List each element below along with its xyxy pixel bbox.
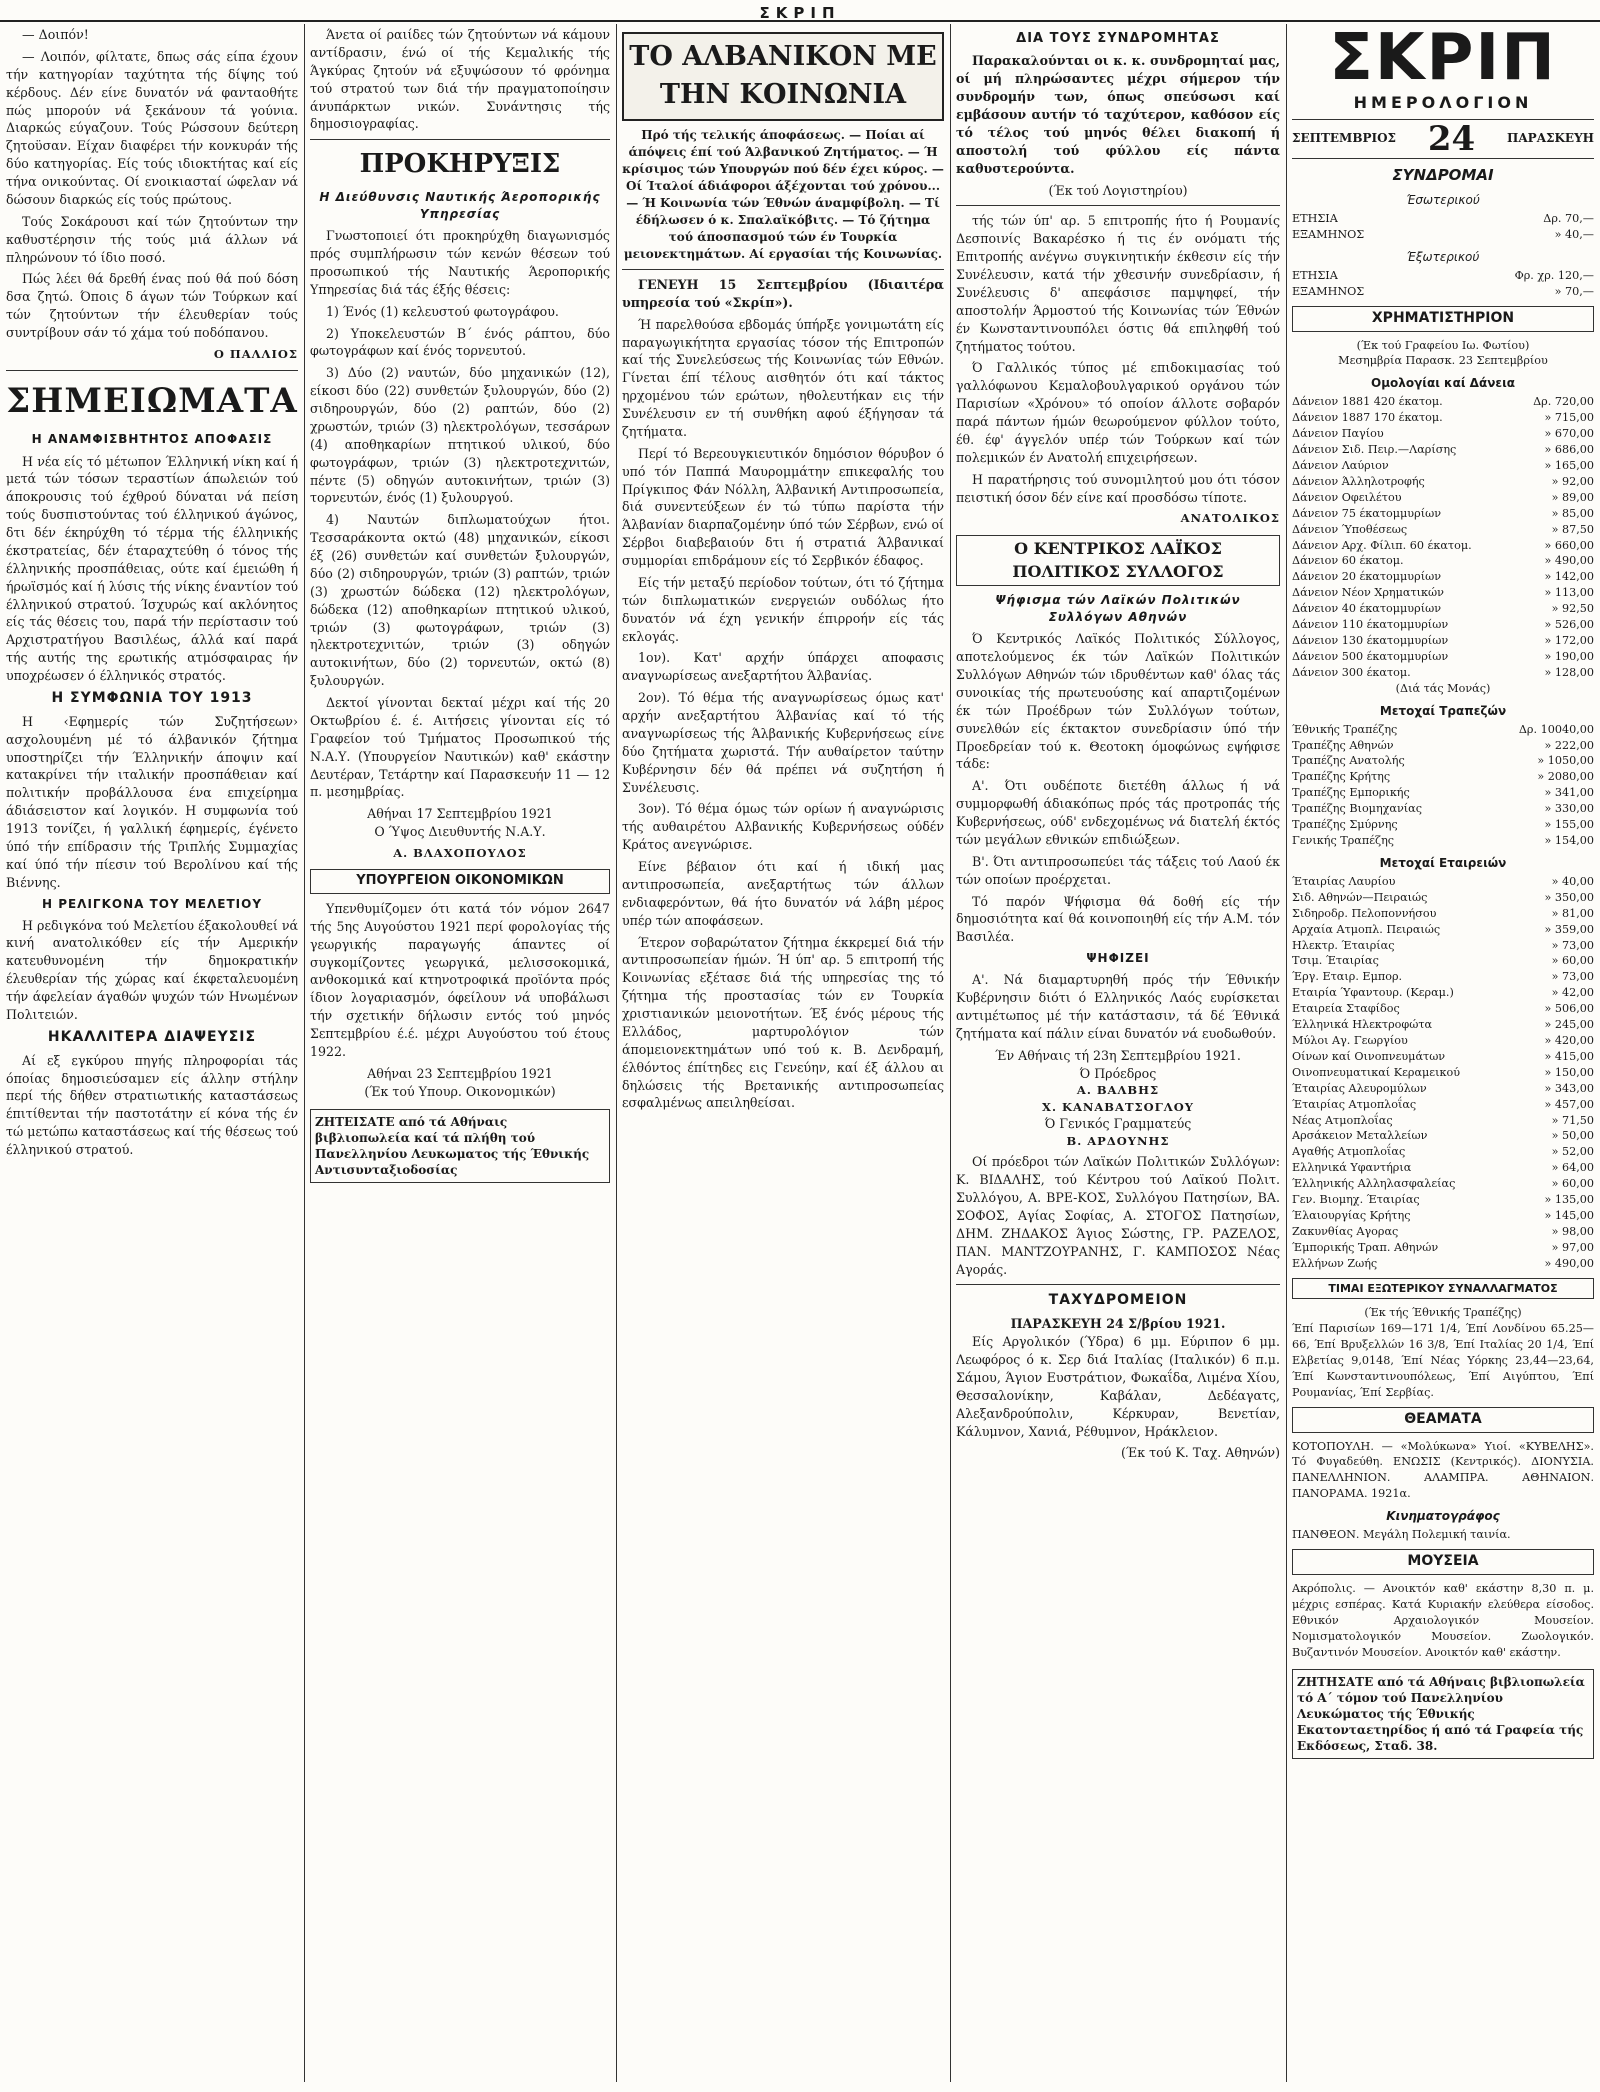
quote-label: Δάνειον Αρχ. Φίλιπ. 60 έκατομ.: [1292, 538, 1472, 552]
date-place: Αθήναι 17 Σεπτεμβρίου 1921: [367, 806, 553, 822]
vote-title: ΨΗΦΙΖΕΙ: [1086, 951, 1150, 966]
quote-value: » 42,00: [1551, 986, 1594, 1000]
quote-value: » 359,00: [1544, 922, 1594, 936]
article-text: 3ον). Τό θέμα όμως τών ορίων ή αναγνώρισις τής αυθαιρέτου Αλβανικής Κυβερνήσεως ούδέν Κράτος ανεγνώρισε.: [622, 801, 944, 853]
article-text: Ό Κεντρικός Λαϊκός Πολιτικός Σύλλογος, αποτελούμενος έκ τών Λαϊκών Πολιτικών Συλλόγων Αθηνών τών ιδρυθέντων καθ' όλας τάς συνοικίας τής πρωτευούσης καί απαρτιζομένων έκ τών Προέδρων τών Συλλόγων τούτων, συνελθών είς έκτακτον συνεδρίασιν ύπό τήν Προεδρείαν τού κ. Θεοτοκη όμοφώνως εψήφισε τάδε:: [956, 631, 1280, 772]
calendar-title: ΗΜΕΡΟΛΟΓΙΟΝ: [1353, 93, 1533, 112]
quote-value: » 341,00: [1544, 786, 1594, 800]
quote-row: [1292, 1113, 1594, 1129]
quote-value: » 420,00: [1544, 1034, 1594, 1048]
quote-value: » 222,00: [1544, 738, 1594, 752]
quote-value: » 1050,00: [1537, 754, 1594, 768]
quote-row: [1292, 817, 1594, 833]
quote-value: » 97,00: [1551, 1240, 1594, 1254]
headline-deck: Πρό τής τελικής άποφάσεως. — Ποίαι αί άπόψεις έπί τού Άλβανικού Ζητήματος. — Ή κρίσιμος τών Υπουργών πού δέν έχει κύρος. — Οί Ίταλοί άδιάφοροι άξέχονται τού χρόνου... — Ή Κοινωνία τών Έθνών άναμφίβολη. — Τί έδήλωσεν ό κ. Σπαλαϊκόβιτς. — Τό ζήτημα τού άποσπασμού τών έν Τουρκία μειονεκτημάτων. Αί εργασίαι τής Κοινωνίας.: [622, 127, 944, 261]
club-subtitle: Ψήφισμα τών Λαϊκών Πολιτικών Συλλόγων Αθηνών: [995, 593, 1241, 625]
quote-value: » 350,00: [1544, 890, 1594, 904]
quote-row: [1292, 985, 1594, 1001]
quote-label: Σιδηροδρ. Πελοποννήσου: [1292, 906, 1437, 920]
quote-label: Τραπέζης Ανατολής: [1292, 754, 1405, 768]
quote-label: Αγαθής Ατμοπλοΐας: [1292, 1145, 1406, 1159]
quote-value: » 686,00: [1544, 443, 1594, 457]
column-2: [310, 26, 610, 2082]
quote-row: [1292, 1065, 1594, 1081]
announcement-org: Η Διεύθυνσις Ναυτικής Άεροπορικής Υπηρεσίας: [319, 190, 601, 222]
column-rule: [950, 24, 951, 2082]
subscriptions-foreign: Έξωτερικού: [1406, 249, 1480, 264]
advertisement-box: ΖΗΤΗΣΑΤΕ από τά Αθήναις βιβλιοπωλεία τό Α΄ τόμον τού Πανελληνίου Λευκώματος τής Έθνικής Εκατονταετηρίδος ή από τά Γραφεία τής Εκδόσεως, Σταδ. 38.: [1292, 1669, 1594, 1760]
quote-row: [1292, 458, 1594, 474]
companies-list: [1292, 874, 1594, 1272]
article-text: Η νέα είς τό μέτωπον Έλληνική νίκη καί ή μετά τών τόσων τεραστίων άπωλειών τού άποκρουσις τού έχθρού δύναται νά πείση τούς δυσπιστούντας τού έλληνικού άγώνος, δτι δέν έκηρύχθη τό τέρμα τής έλληνικής έκστρατείας, δέν έταραχτεύθη ό τόνος τής έλληνικής προσπάθειας, ούτε καί έμειώθη ή ήρωϊσμός καί ή λύσις τής νίκης έναντίον τού έλληνικού στρατού. Ίσχυρώς καί ακλόνητος είς τάς θέσεις του, παρά τήν περίστασιν τού Αρχιστρατήγου Βασιλέως, άλλά καί παρά τής αυτής της ερωτικής ατμόσφαιρας ήν υποχρέωσεν ό έλληνικός στρατός.: [6, 453, 298, 683]
quote-value: » 87,50: [1551, 522, 1594, 536]
quote-row: [1292, 410, 1594, 426]
quote-value: » 113,00: [1544, 586, 1594, 600]
quote-label: Οινοπνευματικαί Κεραμεικού: [1292, 1065, 1461, 1079]
subscription-row: ΕΞΑΜΗΝΟΣ » 70,—: [1292, 284, 1594, 298]
running-masthead: ΣΚΡΙΠ: [0, 4, 1600, 22]
quote-label: Αρχαία Ατμοπλ. Πειραιώς: [1292, 922, 1441, 936]
quote-row: [1292, 753, 1594, 769]
quote-label: Έργ. Εταιρ. Εμπορ.: [1292, 970, 1403, 984]
quote-label: Οίνων καί Οινοπνευμάτων: [1292, 1049, 1446, 1063]
quote-value: » 715,00: [1544, 411, 1594, 425]
cinema-title: Κινηματογράφος: [1386, 1509, 1500, 1524]
article-text: Α'. Νά διαμαρτυρηθή πρός τήν Έθνικήν Κυβέρνησιν διότι ό Ελληνικός Λαός ευρίσκεται αντιμέτωπος μέ τήν κατάστασιν, τά δέ Έθνικά ζητήματα καί πάλιν είναι δυνατόν νά ευοδωθούν.: [956, 972, 1280, 1041]
quote-label: Τσιμ. Έταιρίας: [1292, 954, 1379, 968]
article-text: Περί τό Βερεουγκιευτικόν δημόσιον θόρυβον ό υπό τόν Παππά Μαυρομμάτην επικεφαλής του Πρίγκιπος Φάν Νόλλη, Άλβανική Αντιπροσωπεία, διά συνεντεύξεων έν τώ τύπω παρίστα τήν Άλβανίαν διαρπαζομένην ύπό τών Σέρβων, ενώ οί Σέρβοι διαβεβαιούν δτι ή στρατιά Άλβανικαί συμμορίαι επιδράμουν είς τό Σερβικόν έδαφος.: [622, 445, 944, 569]
quote-label: Δάνειον 1887 170 έκατομ.: [1292, 411, 1443, 425]
subscription-row: ΕΤΗΣΙΑ Φρ. χρ. 120,—: [1292, 268, 1594, 282]
column-rule: [1286, 24, 1287, 2082]
article-text: Οί πρόεδροι τών Λαϊκών Πολιτικών Συλλόγων: Κ. ΒΙΔΑΛΗΣ, τού Κέντρου τού Λαϊκού Πολιτ. Συλλόγου, Α. ΒΡΕ-ΚΟΣ, Συλλόγου Πατησίων, ΒΑ. ΣΟΦΟΣ, Αγίας Σοφίας, Α. ΣΤΟΓΟΣ Πατησίων, ΔΗΜ. ΖΗΔΑΚΟΣ Άγιος Σώστης, ΓΡ. ΡΑΖΕΛΟΣ, ΠΑΝ. ΜΑΝΤΖΟΥΡΑΝΗΣ, Γ. ΚΑΜΠΟΣΟΣ Νέας Αγοράς.: [956, 1154, 1280, 1277]
quote-label: Έλαιουργίας Κρήτης: [1292, 1208, 1411, 1222]
quote-label: Τραπέζης Βιομηχανίας: [1292, 802, 1422, 816]
dialog-line: Τούς Σοκάρουσι καί τών ζητούντων την καθυστέρησιν τής τούς μιά άλλων νά πληρώνουν τό ίδιο ποσό.: [6, 213, 298, 265]
article-text: Α'. Ότι ουδέποτε διετέθη άλλως ή νά συμμορφωθή άδιακόπως πρός τάς προτροπάς τής Κυβερνήσεως, ούδ' ενδεχομένως νά διατελή έκτός τών μεγάλων εθνικών επιδιώξεων.: [956, 778, 1280, 847]
signatory-title: Ο Ύψος Διευθυντής Ν.Α.Υ.: [374, 824, 546, 840]
quote-value: » 92,50: [1551, 602, 1594, 616]
article-text: 1ον). Κατ' αρχήν ύπάρχει αποφασις αναγνωρίσεως ανεξαρτήτου Άλβανίας.: [622, 650, 944, 684]
quote-label: Δάνειον Άλληλοτροφής: [1292, 474, 1425, 488]
column-5: [1292, 26, 1594, 2082]
quote-label: Εταιρεία Σταφίδος: [1292, 1002, 1400, 1016]
quote-row: [1292, 1192, 1594, 1208]
quote-row: [1292, 969, 1594, 985]
article-text: Είς τήν μεταξύ περίοδον τούτων, ότι τό ζήτημα τών διπλωματικών ενεργειών ουδόλως ήτο δυνατόν νά έχη γενικήν έπιρροήν είς τάς εκλογάς.: [622, 574, 944, 644]
fx-note: (Έκ τής Έθνικής Τραπέζης): [1364, 1306, 1522, 1320]
quote-row: [1292, 906, 1594, 922]
general-secretary-title: Ό Γενικός Γραμματεύς: [1044, 1116, 1192, 1132]
article-text: Ή παρελθούσα εβδομάς ύπήρξε γονιμωτάτη είς παραγωγικήτητα εργασίας τόσον τής Επιτροπών καί τής Συνελεύσεως τής Κοινωνίας τών Εθνών. Γίνεται έπί τέλους αισθητόν ότι καί τάκτος ηρχομένου τών ερώτων, ηθολευτήκαν εις τήν Συνέλευσιν εν τή συνθήκη αφού έξήγησαν τά ζητήματα.: [622, 316, 944, 439]
quote-label: Έλληνικά Ηλεκτροφώτα: [1292, 1018, 1433, 1032]
quote-label: Γενικής Τραπέζης: [1292, 834, 1395, 848]
calendar-month: ΣΕΠΤΕΜΒΡΙΟΣ: [1292, 131, 1397, 146]
quote-label: Έταιρίας Λαυρίου: [1292, 874, 1396, 888]
quote-label: Δάνειον 500 έκατομμυρίων: [1292, 649, 1449, 663]
quote-value: » 526,00: [1544, 618, 1594, 632]
quote-label: Δάνειον 75 έκατομμυρίων: [1292, 506, 1441, 520]
quote-row: [1292, 953, 1594, 969]
quote-value: » 165,00: [1544, 459, 1594, 473]
quote-value: » 50,00: [1551, 1129, 1594, 1143]
dialog-block: [6, 26, 298, 342]
loans-note: (Διά τάς Μονάς): [1395, 681, 1491, 695]
quote-label: Έταιρίας Ατμοπλοΐας: [1292, 1097, 1417, 1111]
column-rule: [616, 24, 617, 2082]
quote-label: Δάνειον Νέον Χρηματικών: [1292, 586, 1444, 600]
dialog-line: Πώς λέει θά δρεθή ένας πού θά πού δόση δσα ζητώ. Όποις δ άγων τών Τούρκων καί τών ζητούντων τήν έλευθερίαν τούς συντρίβουν σάν τό χάμα τού ποδόπανου.: [6, 271, 298, 340]
quote-value: Δρ. 10040,00: [1518, 722, 1594, 736]
quote-row: [1292, 1081, 1594, 1097]
subhead: Η ΣΥΜΦΩΝΙΑ ΤΟΥ 1913: [51, 689, 253, 706]
quote-value: » 150,00: [1544, 1065, 1594, 1079]
quote-label: Έμπορικής Τραπ. Αθηνών: [1292, 1240, 1439, 1254]
quote-value: » 142,00: [1544, 570, 1594, 584]
quote-row: [1292, 522, 1594, 538]
quote-value: » 343,00: [1544, 1081, 1594, 1095]
quote-value: » 2080,00: [1537, 770, 1594, 784]
subscribers-notice: Παρακαλούνται οι κ. κ. συνδρομηταί μας, οί μή πληρώσαντες μέχρι σήμερον τήν συνδρομήν των, όπως σπεύσωσι καί εμβάσουν αυτήν τό ταχύτερον, καθόσον είς τό τέλος τού μηνός θέλει διακοπή ή αποστολή τού φύλλου είς πάντα καθυστερούντα.: [956, 53, 1280, 176]
article-text: Αί εξ εγκύρου πηγής πληροφορίαι τάς όποίας δημοσιεύσαμεν είς άλλην στήλην περί τής δήθεν στρατιωτικής καταστάσεως έπιτίθενται τήν παστοτάτην εί κόνα τής έν τώ μετώπω καταστάσεως καί τής θέσεως τού έλληνικού στρατού.: [6, 1052, 298, 1158]
quote-row: [1292, 833, 1594, 849]
article-text: Η ρεδιγκόνα τού Μελετίου έξακολουθεί νά κινή ανατολικόθεν είς τήν Αμερικήν κατευθυνομένη τήν δημοκρατικήν έλευθερίαν τής χώρας καί έκφεταλευομένη τήν άφελείαν άγαθών ψυχών τών Ηνωμένων Πολιτειών.: [6, 917, 298, 1022]
quote-row: [1292, 801, 1594, 817]
position-item: 2) Υποκελευστών Β΄ ένός ράπτου, δύο φωτογράφων καί ένός τορνευτού.: [310, 325, 610, 359]
quote-label: Δάνειον Οφειλέτου: [1292, 490, 1402, 504]
quote-value: » 60,00: [1551, 1177, 1594, 1191]
stock-exchange-session: Μεσημβρία Παρασκ. 23 Σεπτεμβρίου: [1338, 354, 1548, 368]
quote-value: » 52,00: [1551, 1145, 1594, 1159]
quote-value: » 154,00: [1544, 834, 1594, 848]
quote-row: [1292, 1160, 1594, 1176]
quote-label: Σιδ. Αθηνών—Πειραιώς: [1292, 890, 1428, 904]
signatory-name: Α. ΒΛΑΧΟΠΟΥΛΟΣ: [393, 846, 527, 861]
stock-exchange-title: ΧΡΗΜΑΤΙΣΤΗΡΙΟΝ: [1292, 306, 1594, 332]
loans-list: [1292, 394, 1594, 680]
signature: Ο ΠΑΛΛΙΟΣ: [213, 346, 298, 361]
quote-label: Μύλοι Αγ. Γεωργίου: [1292, 1034, 1408, 1048]
subhead: ΗΚΑΛΛΙΤΕΡΑ ΔΙΑΨΕΥΣΙΣ: [47, 1028, 257, 1045]
article-text: Είνε βέβαιον ότι καί ή ιδική μας αντιπροσωπεία, ανεξαρτήτως τών άλλων ενδιαφερόντων, θά ήτο δυνατόν νά λάβη μέρος υπέρ τών αποφάσεων.: [622, 859, 944, 928]
subscriptions-domestic: Έσωτερικού: [1406, 193, 1480, 208]
quote-row: [1292, 890, 1594, 906]
quote-label: Αρσάκειον Μεταλλείων: [1292, 1129, 1428, 1143]
column-3: [622, 26, 944, 2082]
advertisement-box: ΖΗΤΕΙΣΑΤΕ από τά Αθήναις βιβλιοπωλεία καί τά πλήθη τού Πανελληνίου Λευκωματος τής Έθνικής Αντισυνταξιοδοσίας: [310, 1109, 610, 1184]
quote-row: [1292, 601, 1594, 617]
column-1: [6, 26, 298, 2082]
position-item: 4) Ναυτών διπλωματούχων ήτοι. Τεσσαράκοντα οκτώ (48) μηχανικών, είκοσι έξ (26) συνθετών καί συνθετών ξυλουργών, δύο (2) σιδηρουργών, τριών (3) ραπτών, τριών (3) χρωστών δώδεκα (12) ηλεκτρολόγων, δώδεκα (12) αποθηκαρίων πτητικού υλικού, τριών (3) φωτογράφων, τριών (3) ηλεκτροτεχνιτών, τριών (3) οδηγών αυτοκινήτων, δύο (2) τορνευτών, οκτώ (8) ξυλουργών.: [310, 512, 610, 689]
quote-row: [1292, 769, 1594, 785]
quote-value: » 490,00: [1544, 554, 1594, 568]
theatre-text: ΚΟΤΟΠΟΥΛΗ. — «Μολύκωνα» Υιοί. «ΚΥΒΕΛΗΣ». Τό Φυγαδεύθη. ΕΝΩΣΙΣ (Κεντρικός). ΔΙΟΝΥΣΙΑ. ΠΑΝΕΛΛΗΝΙΟΝ. ΑΛΑΜΠΡΑ. ΑΘΗΝΑΙΟΝ. ΠΑΝΟΡΑΜΑ. 1921α.: [1292, 1439, 1594, 1501]
quote-row: [1292, 585, 1594, 601]
club-title-line: ΠΟΛΙΤΙΚΟΣ ΣΥΛΛΟΓΟΣ: [1012, 561, 1224, 581]
calendar-weekday: ΠΑΡΑΣΚΕΥΗ: [1507, 131, 1594, 146]
club-title-line: Ο ΚΕΝΤΡΙΚΟΣ ΛΑΪΚΟΣ: [1014, 538, 1222, 558]
quote-value: Δρ. 720,00: [1533, 395, 1594, 409]
quote-value: » 81,00: [1551, 906, 1594, 920]
quote-row: [1292, 722, 1594, 738]
quote-value: » 670,00: [1544, 427, 1594, 441]
quote-value: » 89,00: [1551, 490, 1594, 504]
subhead: Η ΡΕΛΙΓΚΟΝΑ ΤΟΥ ΜΕΛΕΤΙΟΥ: [41, 896, 263, 911]
general-secretary-name: Β. ΑΡΔΟΥΝΗΣ: [1066, 1133, 1170, 1148]
article-text: Υπενθυμίζομεν ότι κατά τόν νόμον 2647 τής 5ης Αυγούστου 1921 περί φορολογίας τής γεωργικής παραγωγής άπαντες οί συγκομίζοντες γεωργικά, μελισσοκομικά, ανθοκομικά καί κτηνοτροφικά προϊόντα πρός ίδιον λογαριασμόν, όφείλουν νά υποβάλωσι τήν σχετικήν δήλωσιν εντός τού μηνός Σεπτεμβρίου έ.έ. μέχρι Αυγούστου τού έτους 1922.: [310, 900, 610, 1059]
quote-value: » 98,00: [1551, 1224, 1594, 1238]
museums-text: Ακρόπολις. — Ανοικτόν καθ' εκάστην 8,30 π. μ. μέχρις εσπέρας. Κατά Κυριακήν ελεύθερα είσοδος. Εθνικόν Αρχαιολογικόν Μουσείον. Νομισματολογικόν Μουσείον. Ζωολογικόν. Βυζαντινόν Μουσείον. Ανοικτόν καθ' εκάστην.: [1292, 1581, 1594, 1659]
article-text: Άνετα οί ραιίδες τών ζητούντων νά κάμουν αντίδρασιν, ένώ οί τής Κεμαλικής τής Άγκύρας ζητούν νά εξυψώσουν τό φρόνημα τού στρατού των διά τήν πραγματοποίησιν άνυπάρκτων νικών. Συνάντησις τής δημοσιογραφίας.: [310, 27, 610, 132]
quote-row: [1292, 490, 1594, 506]
calendar-day: 24: [1427, 118, 1476, 159]
quote-value: » 71,50: [1551, 1113, 1594, 1127]
quote-label: Δάνειον 110 έκατομμυρίων: [1292, 618, 1449, 632]
quote-row: [1292, 1208, 1594, 1224]
position-item: 3) Δύο (2) ναυτών, δύο μηχανικών (12), είκοσι δύο (22) συνθετών ξυλουργών, δύο (2) σιδηρουργών, δύο (2) ραπτών, δύο (2) χρωστών, τριών (3) ηλεκτρολόγων, τεσσάρων (4) αποθηκαρίων πτητικού υλικού, δύο φωτογράφων, τριών (3) ηλεκτροτεχνιτών, πέντε (5) οδηγών αυτοκινήτων, τριών (3) τορνευτών, ένός (1) ξυλουργού.: [310, 365, 610, 506]
subscription-row: ΕΤΗΣΙΑ Δρ. 70,—: [1292, 212, 1594, 226]
quote-value: » 155,00: [1544, 818, 1594, 832]
quote-row: [1292, 665, 1594, 681]
quote-row: [1292, 474, 1594, 490]
quote-value: » 490,00: [1544, 1256, 1594, 1270]
quote-row: [1292, 553, 1594, 569]
announcement-title: ΠΡΟΚΗΡΥΞΙΣ: [359, 149, 561, 180]
quote-row: [1292, 649, 1594, 665]
masthead-logo: ΣΚΡΙΠ: [1329, 26, 1557, 95]
dateline: ΓΕΝΕΥΗ 15 Σεπτεμβρίου (Ιδιαιτέρα υπηρεσία τού «Σκρίπ»).: [622, 276, 944, 310]
quote-value: » 64,00: [1551, 1161, 1594, 1175]
article-text: Η παρατήρησις τού συνομιλητού μου ότι τόσον πειστική όσον δέν είνε καί προσδόσω τίποτε.: [956, 471, 1280, 505]
article-text: Δεκτοί γίνονται δεκταί μέχρι καί τής 20 Οκτωβρίου έ. έ. Αιτήσεις γίνονται είς τό Γραφείον τού Τμήματος Προσωπικού τής Ν.Α.Υ. (Υπουργείον Ναυτικών) καθ' εκάστην Δευτέραν, Τετάρτην καί Παρασκευήν 11 — 12 π. μεσημβρίας.: [310, 695, 610, 800]
article-text: Γνωστοποιεί ότι προκηρύχθη διαγωνισμός πρός συμπλήρωσιν τών κενών θέσεων τού προσωπικού τής Ναυτικής Άεροπορικής Υπηρεσίας διά τάς έξής θέσεις:: [310, 228, 610, 297]
ministry-source: (Έκ τού Υπουρ. Οικονομικών): [364, 1083, 556, 1099]
quote-label: Έθνικής Τραπέζης: [1292, 722, 1398, 736]
museums-title: ΜΟΥΣΕΙΑ: [1292, 1549, 1594, 1575]
quote-row: [1292, 569, 1594, 585]
quote-row: [1292, 938, 1594, 954]
quote-value: » 73,00: [1551, 970, 1594, 984]
quote-label: Δάνειον 300 έκατομ.: [1292, 665, 1411, 679]
quote-value: » 415,00: [1544, 1049, 1594, 1063]
quote-label: Γεν. Βιομηχ. Έταιρίας: [1292, 1193, 1420, 1207]
article-text: Έτερον σοβαρώτατον ζήτημα έκκρεμεί διά τήν αντιπροσωπείαν ήμών. Ή ύπ' αρ. 5 επιτροπή τής Κοινωνίας εξέτασε διά τής υπηρεσίας της τό ζήτημα τής προστασίας τών εν Τουρκία χριστιανικών μειονοτήτων. Έξ ένός μέρους τής Ελλάδος, μαρτυρολόγιον τών άπομειονεκτημάτων υπό τού κ. Β. Δενδραμή, έλθόντος έπίτηδες εις Γενεύην, καί έξ άλλου αι δηλώσεις τής Βρετανικής αντιπροσωπείας εσφαλμένως απειληθείσαι.: [622, 934, 944, 1111]
article-text: Είς Αργολικόν (Ύδρα) 6 μμ. Εύριπον 6 μμ. Λεωφόρος ό κ. Σερ διά Ιταλίας (Ιταλικόν) 6 π.μ. Σάμου, Άγιον Ευστράτιον, Φωκαΐδα, Λιμένα Χίου, Θεσσαλονίκην, Καβάλαν, Δεδέαγατς, Αλεξανδρούπολιν, Κέρκυραν, Βενετίαν, Κάλυμνον, Χανιά, Ρέθυμνον, Ηράκλειον.: [956, 1334, 1280, 1439]
subhead: Η ΑΝΑΜΦΙΣΒΗΤΗΤΟΣ ΑΠΟΦΑΣΙΣ: [31, 432, 273, 447]
quote-row: [1292, 426, 1594, 442]
quote-label: Ελλήνων Ζωής: [1292, 1256, 1378, 1270]
notice-source: (Έκ τού Λογιστηρίου): [1048, 182, 1188, 198]
quote-label: Εταιρία Ύφαντουρ. (Κεραμ.): [1292, 986, 1454, 1000]
quote-label: Δάνειον 1881 420 έκατομ.: [1292, 395, 1443, 409]
quote-row: [1292, 1033, 1594, 1049]
post-date: ΠΑΡΑΣΚΕΥΗ 24 Σ/βρίου 1921.: [1010, 1316, 1226, 1332]
quote-row: [1292, 538, 1594, 554]
fx-text: Έπί Παρισίων 169—171 1/4, Έπί Λονδίνου 65.25—66, Έπί Βρυξελλών 16 3/8, Έπί Ιταλίας 20 1/4, Έπί Ελβετίας 9,0148, Έπί Νέας Υόρκης 23,44—23,64, Έπί Κωνσταντινουπόλεως, Έπί Αιγύπτου, Έπί Ρουμανίας, Έπί Σερβίας.: [1292, 1322, 1594, 1399]
theatre-title: ΘΕΑΜΑΤΑ: [1292, 1407, 1594, 1433]
article-text: Ό Γαλλικός τύπος μέ επιδοκιμασίας τού γαλλόφωνου Κεμαλοβουλγαρικού οργάνου τών Παρισίων «Χρόνου» τό οποίον άλλοτε σοβαρόν παρά πάντων ήμών θεωρούμενον φύλλον τούτο, έθ. έφ' άγγελόν υπέρ τών Τούρκων καί τών πολεμικών έν Ανατολή επιχειρήσεων.: [956, 360, 1280, 465]
quote-label: Τραπέζης Σμύρνης: [1292, 818, 1398, 832]
signature: ΑΝΑΤΟΛΙΚΟΣ: [1180, 511, 1280, 526]
quote-label: Δάνειον 130 έκατομμυρίων: [1292, 634, 1449, 648]
quote-value: » 245,00: [1544, 1018, 1594, 1032]
column-4: [956, 26, 1280, 2082]
article-text: Β'. Ότι αντιπροσωπεύει τάς τάξεις τού Λαού έκ τών οποίων προέρχεται.: [956, 853, 1280, 887]
fx-title: ΤΙΜΑΙ ΕΞΩΤΕΡΙΚΟΥ ΣΥΝΑΛΛΑΓΜΑΤΟΣ: [1292, 1278, 1594, 1300]
quote-label: Έταιρίας Αλευρομύλων: [1292, 1081, 1427, 1095]
quote-value: » 92,00: [1551, 474, 1594, 488]
companies-title: Μετοχαί Εταιρειών: [1379, 855, 1507, 870]
quote-value: » 190,00: [1544, 649, 1594, 663]
article-text: τής τών ύπ' αρ. 5 επιτροπής ήτο ή Ρουμανίς Δεσποινίς Βακαρέσκο ή τις έν ονόματι τής Επιτροπής ανέγνω συγκινητικήν έκθεσιν είς τήν Συνέλευσιν, κατά τήν χθεσινήν συνεδρίασιν, ή Συνέλευσις δ' απεφάσισε παμψηφεί, τήν αποστολήν Άρμοστού τής Κοινωνίας τών Έθνών έν Κωνσταντινουπόλει όστις θά επιληφθή τού ζητήματος τούτου.: [956, 213, 1280, 354]
quote-label: Τραπέζης Κρήτης: [1292, 770, 1391, 784]
quote-label: Δάνειον Ύποθέσεως: [1292, 522, 1408, 536]
quote-value: » 660,00: [1544, 538, 1594, 552]
post-source: (Έκ τού Κ. Ταχ. Αθηνών): [1120, 1445, 1280, 1461]
position-item: 1) Ένός (1) κελευστού φωτογράφου.: [326, 303, 559, 319]
quote-value: » 172,00: [1544, 634, 1594, 648]
column-rule: [304, 24, 305, 2082]
quote-row: [1292, 394, 1594, 410]
quote-label: Ζακυνθίας Αγορας: [1292, 1224, 1399, 1238]
banks-title: Μετοχαί Τραπεζών: [1379, 703, 1507, 718]
quote-row: [1292, 633, 1594, 649]
president-title: Ό Πρόεδρος: [1079, 1065, 1157, 1081]
quote-label: Δάνειον Λαύριον: [1292, 459, 1389, 473]
loans-title: Ομολογίαι καί Δάνεια: [1371, 376, 1515, 391]
quote-label: Τραπέζης Αθηνών: [1292, 738, 1394, 752]
subscriptions-title: ΣΥΝΔΡΟΜΑΙ: [1392, 165, 1494, 184]
dialog-line: — Λοιπόν, φίλτατε, δπως σάς είπα έχουν τήν κατηγορίαν ταχύτητα τής δίψης τού κέρδους. Δέν είνε δυνατόν νά φανταοθήτε πώς μπορούν νά ξεκάνουν τά γούνια. Διαρκώς εύγαζουν. Τούς Ρώσσουν δεύτερη ζητοϋσαν. Είχαν διαφέρει τήν κονκυράν τής δύο κατηγορίας. Είς τούς ιδιοκτήτας καί είς τήνα ονικούντας. Οί ενοικιασταί ώφελαν νά δώσουν διαρκώς είς τούς πρώτους.: [6, 48, 298, 207]
article-text: Η ‹Εφημερίς τών Συζητήσεων› ασχολουμένη μέ τό άλβανικόν ζήτημα υποστηρίζει τήν Έλληνικήν άποψιν καί κατακρίνει τήν ιταλικήν προσπάθειαν καί πολιτικήν προβάλλουσα ένα επιχείρημα άδιάσειστον καί λογικόν. Η συμφωνία τού 1913 τονίζει, ή γαλλική έφημερίς, έγένετο ύπό τήν επίδρασιν τής Τριπλής Συμμαχίας καί ύπό τήν πίεσιν τού Βερολίνου καί τής Βιέννης.: [6, 713, 298, 890]
ministry-date: Αθήναι 23 Σεπτεμβρίου 1921: [367, 1065, 553, 1081]
secretary-name: Χ. ΚΑΝΑΒΑΤΣΟΓΛΟΥ: [1042, 1099, 1194, 1114]
post-office-title: ΤΑΧΥΔΡΟΜΕΙΟΝ: [1048, 1292, 1188, 1309]
quote-row: [1292, 922, 1594, 938]
club-title: [956, 535, 1280, 586]
stock-exchange-note: (Έκ τού Γραφείου Ιω. Φωτίου): [1356, 338, 1530, 352]
quote-label: Δάνειον Σιδ. Πειρ.—Λαρίσης: [1292, 443, 1457, 457]
quote-label: Δάνειον Παγίου: [1292, 427, 1384, 441]
quote-value: » 506,00: [1544, 1002, 1594, 1016]
quote-row: [1292, 1144, 1594, 1160]
article-text: 2ον). Τό θέμα τής αναγνωρίσεως όμως κατ' αρχήν ανεξαρτήτου Άλβανίας καί τό τής αναγνωρίσεως τής Άλβανικής Κυβερνήσεως είνε δύο ζητήματα χωριστά. Τήν αυθαίρετον ταύτην Κυβέρνησιν δέν θά πρέπει νά συζητήση ή Συνέλευσις.: [622, 690, 944, 795]
subscription-row: ΕΞΑΜΗΝΟΣ » 40,—: [1292, 227, 1594, 241]
quote-row: [1292, 1049, 1594, 1065]
quote-row: [1292, 785, 1594, 801]
quote-row: [1292, 506, 1594, 522]
section-title: ΣΗΜΕΙΩΜΑΤΑ: [6, 381, 298, 422]
quote-row: [1292, 1240, 1594, 1256]
dialog-line: — Δοιπόν!: [22, 27, 89, 42]
quote-row: [1292, 1176, 1594, 1192]
quote-label: Ηλεκτρ. Έταιρίας: [1292, 938, 1395, 952]
ministry-box-title: ΥΠΟΥΡΓΕΙΟΝ ΟΙΚΟΝΟΜΙΚΩΝ: [310, 869, 610, 893]
quote-row: [1292, 617, 1594, 633]
headline: ΤΟ ΑΛΒΑΝΙΚΟΝ ΜΕ ΤΗΝ ΚΟΙΝΩΝΙΑ: [622, 32, 944, 121]
quote-row: [1292, 1256, 1594, 1272]
president-name: Α. ΒΑΛΒΗΣ: [1076, 1083, 1160, 1098]
quote-label: Ελληνικά Υφαντήρια: [1292, 1161, 1412, 1175]
quote-row: [1292, 1224, 1594, 1240]
quote-value: » 60,00: [1551, 954, 1594, 968]
quote-label: Δάνειον 20 έκατομμυρίων: [1292, 570, 1441, 584]
quote-value: » 40,00: [1551, 874, 1594, 888]
quote-label: Τραπέζης Εμπορικής: [1292, 786, 1410, 800]
quote-value: » 128,00: [1544, 665, 1594, 679]
quote-row: [1292, 738, 1594, 754]
quote-value: » 73,00: [1551, 938, 1594, 952]
quote-value: » 457,00: [1544, 1097, 1594, 1111]
quote-row: [1292, 442, 1594, 458]
quote-value: » 85,00: [1551, 506, 1594, 520]
quote-row: [1292, 1097, 1594, 1113]
quote-value: » 330,00: [1544, 802, 1594, 816]
quote-row: [1292, 1128, 1594, 1144]
quote-row: [1292, 874, 1594, 890]
quote-row: [1292, 1017, 1594, 1033]
club-date: Έν Αθήναις τή 23η Σεπτεμβρίου 1921.: [995, 1047, 1241, 1063]
quote-label: Νέας Ατμοπλοΐας: [1292, 1113, 1393, 1127]
quote-label: Έλληνικής Αλληλασφαλείας: [1292, 1177, 1456, 1191]
article-text: Τό παρόν Ψήφισμα θά δοθή είς τήν δημοσιότητα καί θά κοινοποιηθή είς τήν Α.Μ. τόν Βασιλέα.: [956, 893, 1280, 945]
quote-label: Δάνειον 40 έκατομμυρίων: [1292, 602, 1441, 616]
banks-list: [1292, 722, 1594, 849]
calendar-date: [1292, 119, 1594, 159]
cinema-text: ΠΑΝΘΕΟΝ. Μεγάλη Πολεμική ταινία.: [1292, 1528, 1511, 1542]
quote-label: Δάνειον 60 έκατομ.: [1292, 554, 1404, 568]
quote-row: [1292, 1001, 1594, 1017]
quote-value: » 135,00: [1544, 1193, 1594, 1207]
subscribers-notice-title: ΔΙΑ ΤΟΥΣ ΣΥΝΔΡΟΜΗΤΑΣ: [1016, 31, 1220, 46]
quote-value: » 145,00: [1544, 1208, 1594, 1222]
